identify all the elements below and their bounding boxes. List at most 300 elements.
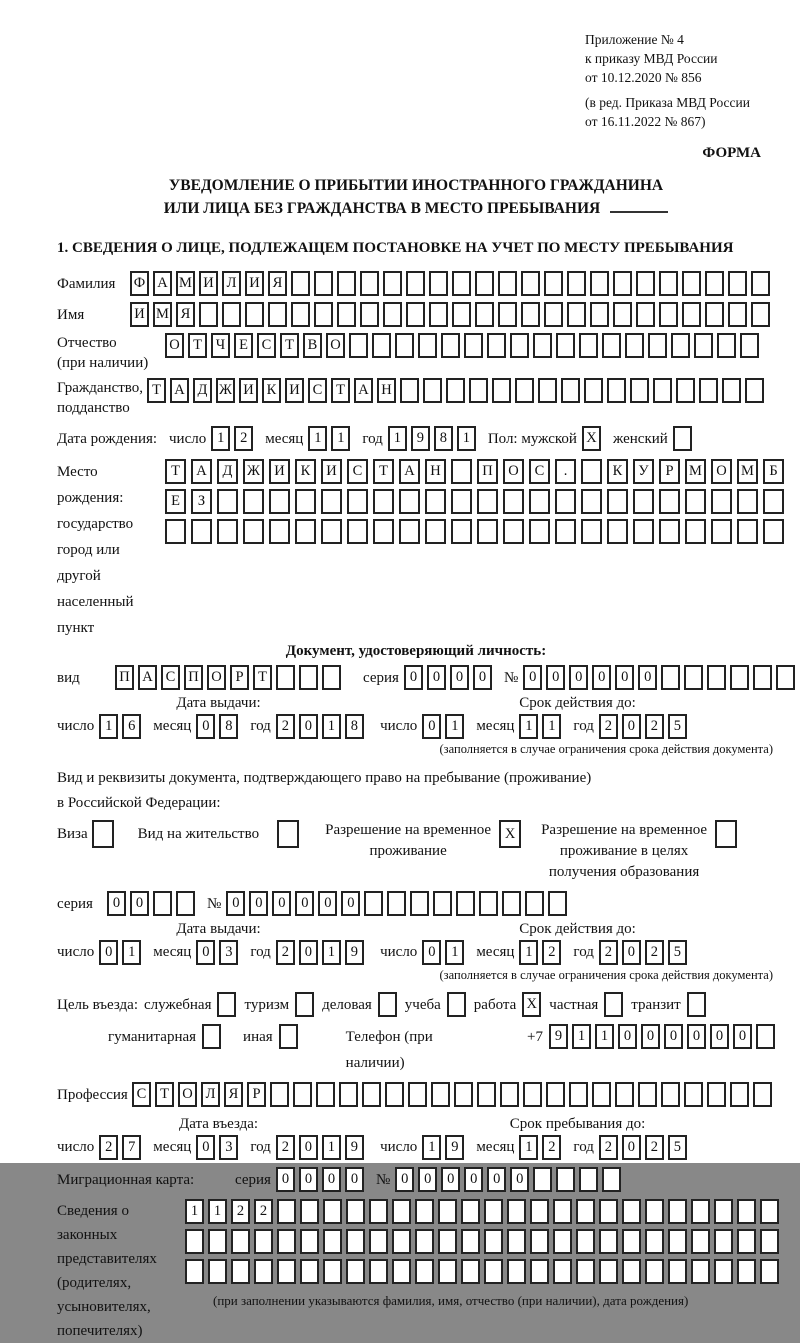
profession-cell[interactable]	[454, 1082, 473, 1107]
doc-series-cell[interactable]: 0	[450, 665, 469, 690]
residence-number-cell[interactable]	[364, 891, 383, 916]
representative-cell[interactable]	[622, 1229, 641, 1254]
birth-place-cell[interactable]	[477, 489, 498, 514]
citizenship-cells[interactable]	[147, 378, 764, 403]
representative-cell[interactable]	[323, 1199, 342, 1224]
residence-number-cell[interactable]	[548, 891, 567, 916]
phone-digit-cell[interactable]: 0	[710, 1024, 729, 1049]
representative-cell[interactable]	[507, 1199, 526, 1224]
profession-cell[interactable]	[270, 1082, 289, 1107]
citizenship-cell[interactable]: Ж	[216, 378, 235, 403]
birth-place-cell[interactable]: С	[347, 459, 368, 484]
birth-place-cells-row2[interactable]	[165, 489, 784, 514]
patronymic-cell[interactable]	[579, 333, 598, 358]
sex-female-checkbox[interactable]	[673, 426, 692, 451]
migration-number-cell[interactable]: 0	[395, 1167, 414, 1192]
delovaya-checkbox-box[interactable]	[378, 992, 397, 1017]
patronymic-cell[interactable]: В	[303, 333, 322, 358]
representative-cell[interactable]	[323, 1259, 342, 1284]
visa-checkbox-box[interactable]	[92, 820, 114, 848]
profession-cell[interactable]	[661, 1082, 680, 1107]
residence-number-cell[interactable]	[387, 891, 406, 916]
representative-cell[interactable]	[300, 1199, 319, 1224]
birth-place-cell[interactable]	[711, 489, 732, 514]
citizenship-cell[interactable]: Н	[377, 378, 396, 403]
representatives-cells-row1[interactable]	[185, 1199, 779, 1224]
birth-place-cell[interactable]: К	[607, 459, 628, 484]
profession-cell[interactable]	[753, 1082, 772, 1107]
firstname-cell[interactable]	[636, 302, 655, 327]
surname-cell[interactable]: Я	[268, 271, 287, 296]
profession-cell[interactable]	[546, 1082, 565, 1107]
representative-cell[interactable]	[438, 1199, 457, 1224]
citizenship-cell[interactable]	[561, 378, 580, 403]
representative-cell[interactable]	[415, 1199, 434, 1224]
residence-number-cell[interactable]	[525, 891, 544, 916]
stay-year-cell[interactable]: 5	[668, 1135, 687, 1160]
migration-series-cell[interactable]: 0	[276, 1167, 295, 1192]
firstname-cell[interactable]	[199, 302, 218, 327]
representative-cell[interactable]	[277, 1259, 296, 1284]
surname-cell[interactable]	[590, 271, 609, 296]
migration-number-cell[interactable]	[602, 1167, 621, 1192]
birth-place-cell[interactable]	[529, 489, 550, 514]
doc-type-cell[interactable]: П	[184, 665, 203, 690]
firstname-cell[interactable]	[567, 302, 586, 327]
representative-cell[interactable]	[392, 1259, 411, 1284]
surname-cell[interactable]	[337, 271, 356, 296]
firstname-cell[interactable]: Я	[176, 302, 195, 327]
representative-cell[interactable]	[254, 1229, 273, 1254]
patronymic-cell[interactable]	[671, 333, 690, 358]
profession-cell[interactable]	[316, 1082, 335, 1107]
representative-cell[interactable]	[484, 1199, 503, 1224]
representative-cell[interactable]	[415, 1259, 434, 1284]
issue-day-cell[interactable]: 1	[99, 714, 118, 739]
doc-type-cell[interactable]: Р	[230, 665, 249, 690]
patronymic-cell[interactable]	[602, 333, 621, 358]
birth-month-cell[interactable]: 1	[308, 426, 327, 451]
birth-place-cell[interactable]	[581, 459, 602, 484]
surname-cell[interactable]	[659, 271, 678, 296]
residence-number-cell[interactable]	[502, 891, 521, 916]
doc-number-cell[interactable]	[776, 665, 795, 690]
birth-place-cell[interactable]	[269, 489, 290, 514]
entry-year-cell[interactable]: 9	[345, 1135, 364, 1160]
surname-cell[interactable]	[429, 271, 448, 296]
firstname-cell[interactable]	[590, 302, 609, 327]
representative-cell[interactable]	[461, 1199, 480, 1224]
surname-cell[interactable]	[383, 271, 402, 296]
doc-number-cell[interactable]: 0	[523, 665, 542, 690]
doc-type-cell[interactable]: С	[161, 665, 180, 690]
migration-number-cell[interactable]	[579, 1167, 598, 1192]
inaya-checkbox[interactable]	[279, 1024, 298, 1049]
doc-type-cell[interactable]: А	[138, 665, 157, 690]
phone-digit-cell[interactable]: 1	[595, 1024, 614, 1049]
patronymic-cell[interactable]: Т	[188, 333, 207, 358]
residence-valid-month-cells[interactable]	[519, 940, 561, 965]
residence-series-cell[interactable]: 0	[107, 891, 126, 916]
surname-cell[interactable]: А	[153, 271, 172, 296]
stay-year-cell[interactable]: 0	[622, 1135, 641, 1160]
representative-cell[interactable]	[668, 1199, 687, 1224]
gumanitarnaya-checkbox[interactable]	[202, 1024, 221, 1049]
representative-cell[interactable]	[208, 1229, 227, 1254]
birth-place-cell[interactable]	[425, 489, 446, 514]
profession-cell[interactable]: Л	[201, 1082, 220, 1107]
residence-issue-month-cells[interactable]	[196, 940, 238, 965]
doc-number-cell[interactable]: 0	[546, 665, 565, 690]
birth-day-cell[interactable]: 2	[234, 426, 253, 451]
valid-month-cell[interactable]: 1	[542, 714, 561, 739]
patronymic-cell[interactable]	[694, 333, 713, 358]
representative-cell[interactable]	[323, 1229, 342, 1254]
birth-place-cell[interactable]: О	[711, 459, 732, 484]
valid-day-cells[interactable]	[422, 714, 464, 739]
citizenship-cell[interactable]	[722, 378, 741, 403]
birth-place-cells-row1[interactable]	[165, 459, 784, 484]
representative-cell[interactable]	[369, 1199, 388, 1224]
firstname-cell[interactable]	[245, 302, 264, 327]
profession-cell[interactable]	[362, 1082, 381, 1107]
birth-place-cell[interactable]	[633, 519, 654, 544]
representatives-cells-row2[interactable]	[185, 1229, 779, 1254]
migration-number-cell[interactable]: 0	[464, 1167, 483, 1192]
migration-number-cell[interactable]: 0	[441, 1167, 460, 1192]
representative-cell[interactable]	[668, 1229, 687, 1254]
patronymic-cell[interactable]	[510, 333, 529, 358]
residence-issue-month-cell[interactable]: 3	[219, 940, 238, 965]
birth-place-cell[interactable]	[347, 519, 368, 544]
birth-place-cell[interactable]	[477, 519, 498, 544]
representative-cell[interactable]	[231, 1259, 250, 1284]
profession-cell[interactable]	[431, 1082, 450, 1107]
representative-cell[interactable]	[760, 1259, 779, 1284]
birth-place-cell[interactable]	[373, 489, 394, 514]
birth-place-cell[interactable]	[243, 519, 264, 544]
firstname-cell[interactable]	[613, 302, 632, 327]
birth-place-cell[interactable]	[321, 489, 342, 514]
residence-doc-series-cells[interactable]	[107, 891, 195, 916]
profession-cell[interactable]: С	[132, 1082, 151, 1107]
birth-place-cell[interactable]: М	[685, 459, 706, 484]
stay-year-cell[interactable]: 2	[645, 1135, 664, 1160]
birth-place-cell[interactable]	[659, 489, 680, 514]
birth-place-cell[interactable]: К	[295, 459, 316, 484]
representative-cell[interactable]	[530, 1199, 549, 1224]
surname-cell[interactable]: Л	[222, 271, 241, 296]
representative-cell[interactable]	[691, 1259, 710, 1284]
entry-day-cell[interactable]: 2	[99, 1135, 118, 1160]
surname-cell[interactable]	[636, 271, 655, 296]
representative-cell[interactable]: 1	[208, 1199, 227, 1224]
male-checkbox[interactable]: X	[582, 426, 601, 451]
surname-cell[interactable]	[498, 271, 517, 296]
citizenship-cell[interactable]	[492, 378, 511, 403]
phone-digit-cell[interactable]: 0	[641, 1024, 660, 1049]
phone-digit-cell[interactable]: 0	[618, 1024, 637, 1049]
birth-place-cell[interactable]	[451, 519, 472, 544]
citizenship-cell[interactable]	[538, 378, 557, 403]
birth-place-cell[interactable]: Н	[425, 459, 446, 484]
firstname-cell[interactable]	[360, 302, 379, 327]
visa-checkbox[interactable]	[92, 820, 114, 848]
representative-cell[interactable]	[691, 1229, 710, 1254]
representative-cell[interactable]	[645, 1199, 664, 1224]
profession-cell[interactable]	[408, 1082, 427, 1107]
ucheba-checkbox[interactable]	[447, 992, 466, 1017]
surname-cell[interactable]	[314, 271, 333, 296]
doc-type-cell[interactable]	[276, 665, 295, 690]
representative-cell[interactable]	[714, 1199, 733, 1224]
stay-day-cells[interactable]	[422, 1135, 464, 1160]
representative-cell[interactable]	[346, 1199, 365, 1224]
patronymic-cell[interactable]	[625, 333, 644, 358]
profession-cell[interactable]	[592, 1082, 611, 1107]
firstname-cell[interactable]	[222, 302, 241, 327]
migration-card-number-cells[interactable]	[395, 1167, 621, 1192]
valid-year-cell[interactable]: 2	[599, 714, 618, 739]
patronymic-cell[interactable]	[648, 333, 667, 358]
phone-digit-cell[interactable]: 0	[733, 1024, 752, 1049]
firstname-cell[interactable]: М	[153, 302, 172, 327]
residence-number-cell[interactable]: 0	[318, 891, 337, 916]
citizenship-cell[interactable]: Т	[331, 378, 350, 403]
firstname-cell[interactable]	[544, 302, 563, 327]
citizenship-cell[interactable]: А	[354, 378, 373, 403]
birth-place-cell[interactable]	[763, 489, 784, 514]
residence-issue-year-cells[interactable]	[276, 940, 364, 965]
birth-place-cell[interactable]	[451, 489, 472, 514]
patronymic-cell[interactable]	[717, 333, 736, 358]
surname-cell[interactable]	[682, 271, 701, 296]
surname-cell[interactable]	[360, 271, 379, 296]
profession-cell[interactable]	[500, 1082, 519, 1107]
birth-year-cell[interactable]: 9	[411, 426, 430, 451]
firstname-cell[interactable]: И	[130, 302, 149, 327]
firstname-cell[interactable]	[728, 302, 747, 327]
profession-cell[interactable]	[477, 1082, 496, 1107]
phone-digit-cell[interactable]: 9	[549, 1024, 568, 1049]
migration-number-cell[interactable]	[556, 1167, 575, 1192]
ucheba-checkbox-box[interactable]	[447, 992, 466, 1017]
representative-cell[interactable]	[714, 1229, 733, 1254]
profession-cell[interactable]: Р	[247, 1082, 266, 1107]
citizenship-cell[interactable]	[745, 378, 764, 403]
migration-number-cell[interactable]	[533, 1167, 552, 1192]
citizenship-cell[interactable]: Т	[147, 378, 166, 403]
inaya-checkbox-box[interactable]	[279, 1024, 298, 1049]
valid-year-cell[interactable]: 0	[622, 714, 641, 739]
residence-valid-day-cell[interactable]: 1	[445, 940, 464, 965]
patronymic-cell[interactable]	[740, 333, 759, 358]
representative-cell[interactable]	[622, 1199, 641, 1224]
patronymic-cell[interactable]: С	[257, 333, 276, 358]
birth-place-cell[interactable]	[295, 519, 316, 544]
profession-cell[interactable]	[523, 1082, 542, 1107]
representative-cell[interactable]	[392, 1229, 411, 1254]
birth-place-cell[interactable]: Б	[763, 459, 784, 484]
birth-place-cell[interactable]	[399, 519, 420, 544]
entry-day-cells[interactable]	[99, 1135, 141, 1160]
patronymic-cell[interactable]: О	[326, 333, 345, 358]
citizenship-cell[interactable]	[446, 378, 465, 403]
birth-place-cell[interactable]	[763, 519, 784, 544]
representative-cell[interactable]	[346, 1259, 365, 1284]
patronymic-cell[interactable]: Ч	[211, 333, 230, 358]
profession-cell[interactable]	[293, 1082, 312, 1107]
migration-series-cell[interactable]: 0	[322, 1167, 341, 1192]
birth-place-cell[interactable]: С	[529, 459, 550, 484]
phone-digit-cell[interactable]: 0	[687, 1024, 706, 1049]
birth-place-cell[interactable]	[555, 519, 576, 544]
representative-cell[interactable]	[277, 1229, 296, 1254]
surname-cell[interactable]: И	[199, 271, 218, 296]
birth-day-cells[interactable]	[211, 426, 253, 451]
birth-place-cell[interactable]: О	[503, 459, 524, 484]
turizm-checkbox-box[interactable]	[295, 992, 314, 1017]
stay-month-cells[interactable]	[519, 1135, 561, 1160]
patronymic-cell[interactable]: Е	[234, 333, 253, 358]
representative-cell[interactable]	[300, 1259, 319, 1284]
patronymic-cell[interactable]	[487, 333, 506, 358]
doc-type-cell[interactable]: Т	[253, 665, 272, 690]
residence-valid-year-cells[interactable]	[599, 940, 687, 965]
firstname-cell[interactable]	[452, 302, 471, 327]
delovaya-checkbox[interactable]	[378, 992, 397, 1017]
patronymic-cells[interactable]	[165, 333, 759, 358]
patronymic-cell[interactable]	[418, 333, 437, 358]
edu-residence-checkbox-box[interactable]	[715, 820, 737, 848]
representative-cell[interactable]	[645, 1229, 664, 1254]
citizenship-cell[interactable]: Д	[193, 378, 212, 403]
citizenship-cell[interactable]	[584, 378, 603, 403]
profession-cell[interactable]	[615, 1082, 634, 1107]
representative-cell[interactable]	[438, 1259, 457, 1284]
birth-place-cell[interactable]: .	[555, 459, 576, 484]
surname-cell[interactable]	[728, 271, 747, 296]
representative-cell[interactable]: 1	[185, 1199, 204, 1224]
representative-cell[interactable]	[599, 1229, 618, 1254]
sluzhebnaya-checkbox[interactable]	[217, 992, 236, 1017]
issue-month-cell[interactable]: 8	[219, 714, 238, 739]
valid-year-cell[interactable]: 2	[645, 714, 664, 739]
valid-day-cell[interactable]: 1	[445, 714, 464, 739]
representative-cell[interactable]	[737, 1229, 756, 1254]
residence-issue-year-cell[interactable]: 1	[322, 940, 341, 965]
firstname-cell[interactable]	[429, 302, 448, 327]
issue-day-cell[interactable]: 6	[122, 714, 141, 739]
female-checkbox[interactable]	[673, 426, 692, 451]
phone-digit-cell[interactable]: 1	[572, 1024, 591, 1049]
birth-place-cell[interactable]: З	[191, 489, 212, 514]
representative-cell[interactable]	[668, 1259, 687, 1284]
profession-cell[interactable]	[707, 1082, 726, 1107]
sluzhebnaya-checkbox-box[interactable]	[217, 992, 236, 1017]
representative-cell[interactable]	[714, 1259, 733, 1284]
citizenship-cell[interactable]	[630, 378, 649, 403]
residence-valid-day-cell[interactable]: 0	[422, 940, 441, 965]
residence-valid-year-cell[interactable]: 2	[599, 940, 618, 965]
doc-type-cell[interactable]: О	[207, 665, 226, 690]
surname-cell[interactable]	[705, 271, 724, 296]
surname-cell[interactable]: М	[176, 271, 195, 296]
representative-cell[interactable]	[484, 1229, 503, 1254]
patronymic-cell[interactable]	[556, 333, 575, 358]
sex-male-checkbox[interactable]	[582, 426, 601, 451]
doc-number-cell[interactable]	[707, 665, 726, 690]
firstname-cell[interactable]	[268, 302, 287, 327]
migration-number-cell[interactable]: 0	[487, 1167, 506, 1192]
citizenship-cell[interactable]	[699, 378, 718, 403]
issue-year-cell[interactable]: 8	[345, 714, 364, 739]
surname-cell[interactable]: Ф	[130, 271, 149, 296]
representative-cell[interactable]	[507, 1229, 526, 1254]
birth-place-cell[interactable]: Т	[373, 459, 394, 484]
patronymic-cell[interactable]: О	[165, 333, 184, 358]
birth-place-cell[interactable]	[191, 519, 212, 544]
identity-doc-number-cells[interactable]	[523, 665, 795, 690]
surname-cell[interactable]	[751, 271, 770, 296]
doc-series-cell[interactable]: 0	[427, 665, 446, 690]
doc-series-cell[interactable]: 0	[404, 665, 423, 690]
birth-place-cell[interactable]	[607, 489, 628, 514]
birth-place-cells-row3[interactable]	[165, 519, 784, 544]
birth-place-cell[interactable]: И	[321, 459, 342, 484]
citizenship-cell[interactable]	[469, 378, 488, 403]
representative-cell[interactable]: 2	[231, 1199, 250, 1224]
profession-cell[interactable]	[339, 1082, 358, 1107]
citizenship-cell[interactable]	[400, 378, 419, 403]
doc-number-cell[interactable]: 0	[569, 665, 588, 690]
birth-year-cell[interactable]: 1	[388, 426, 407, 451]
firstname-cell[interactable]	[291, 302, 310, 327]
doc-type-cell[interactable]: П	[115, 665, 134, 690]
residence-valid-year-cell[interactable]: 0	[622, 940, 641, 965]
patronymic-cell[interactable]	[533, 333, 552, 358]
residence-number-cell[interactable]	[410, 891, 429, 916]
birth-place-cell[interactable]	[581, 489, 602, 514]
birth-place-cell[interactable]	[607, 519, 628, 544]
surname-cell[interactable]	[406, 271, 425, 296]
citizenship-cell[interactable]: А	[170, 378, 189, 403]
birth-place-cell[interactable]	[295, 489, 316, 514]
doc-type-cell[interactable]	[299, 665, 318, 690]
residence-number-cell[interactable]: 0	[295, 891, 314, 916]
doc-number-cell[interactable]: 0	[592, 665, 611, 690]
representative-cell[interactable]	[553, 1229, 572, 1254]
profession-cell[interactable]	[684, 1082, 703, 1107]
representative-cell[interactable]	[369, 1259, 388, 1284]
representative-cell[interactable]	[231, 1229, 250, 1254]
firstname-cell[interactable]	[314, 302, 333, 327]
residence-series-cell[interactable]	[153, 891, 172, 916]
issue-year-cell[interactable]: 0	[299, 714, 318, 739]
profession-cell[interactable]: Т	[155, 1082, 174, 1107]
valid-day-cell[interactable]: 0	[422, 714, 441, 739]
birth-place-cell[interactable]	[685, 519, 706, 544]
representative-cell[interactable]	[208, 1259, 227, 1284]
birth-place-cell[interactable]	[581, 519, 602, 544]
firstname-cell[interactable]	[406, 302, 425, 327]
gumanitarnaya-checkbox-box[interactable]	[202, 1024, 221, 1049]
issue-year-cell[interactable]: 2	[276, 714, 295, 739]
stay-day-cell[interactable]: 9	[445, 1135, 464, 1160]
representative-cell[interactable]	[691, 1199, 710, 1224]
birth-year-cell[interactable]: 8	[434, 426, 453, 451]
representative-cell[interactable]	[760, 1199, 779, 1224]
